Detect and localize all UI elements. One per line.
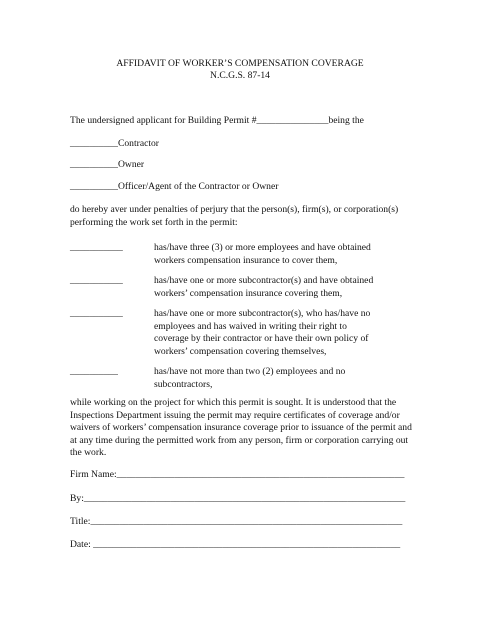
option-text-2: has/have one or more subcontractor(s) and have obtained workers’ compensation insurance covering them,	[154, 275, 374, 299]
closing-paragraph: while working on the project for which this permit is sought. It is understood that the Inspections Department issuing the permit may require certificates of coverage and/or waivers of workers’ compensation insurance coverage prior to issuance of the permit and at any time during the permitted work from any person, firm or corporation carrying out the work.	[70, 397, 412, 458]
firm-name-field[interactable]: Firm Name:____________________________________________________________	[70, 469, 405, 480]
option-blank-2: ___________	[70, 275, 123, 286]
option-text-4: has/have not more than two (2) employees and no subcontractors,	[154, 366, 346, 390]
document-title: AFFIDAVIT OF WORKER’S COMPENSATION COVERAGE	[116, 58, 364, 69]
by-field[interactable]: By:___________________________________________________________________	[70, 493, 406, 504]
option-text-3: has/have one or more subcontractor(s), who has/have no employees and has waived in writing their right to coverage by their contractor or have their own policy of workers’ compensation covering themselves,	[154, 308, 371, 357]
option-blank-4: __________	[70, 366, 118, 377]
role-owner: __________Owner	[70, 159, 145, 170]
role-contractor: __________Contractor	[70, 138, 159, 149]
declaration-paragraph: do hereby aver under penalties of perjury that the person(s), firm(s), or corporation(s) performing the work set forth in the permit:	[70, 204, 399, 228]
option-blank-3: ___________	[70, 308, 123, 319]
option-text-1: has/have three (3) or more employees and have obtained workers compensation insurance to cover them,	[154, 242, 371, 266]
title-field[interactable]: Title:_________________________________________________________________	[70, 516, 403, 527]
option-blank-1: ___________	[70, 242, 123, 253]
permit-intro-line: The undersigned applicant for Building Permit #_______________being the	[70, 115, 364, 126]
document-subtitle: N.C.G.S. 87-14	[210, 70, 270, 81]
date-field[interactable]: Date: ________________________________________________________________	[70, 539, 401, 550]
role-officer-agent: __________Officer/Agent of the Contractor or Owner	[70, 181, 279, 192]
